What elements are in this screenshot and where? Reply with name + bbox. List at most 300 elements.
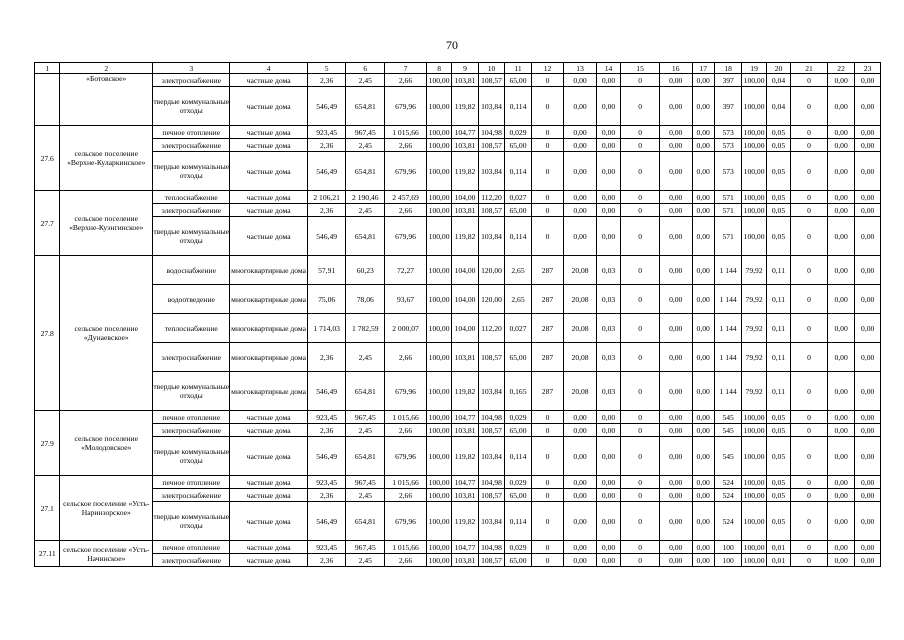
table-cell: 0 — [531, 437, 564, 476]
column-number: 17 — [692, 63, 714, 74]
table-row — [35, 411, 881, 424]
table-cell: 0,114 — [505, 217, 531, 256]
table-cell: 0,00 — [659, 74, 692, 87]
table-cell: 0,00 — [827, 424, 854, 437]
table-cell: 1 782,59 — [346, 314, 385, 343]
housing-type: частные дома — [230, 437, 307, 476]
table-cell: 546,49 — [307, 152, 346, 191]
table-cell: 0 — [531, 204, 564, 217]
table-cell: 0,00 — [827, 343, 854, 372]
table-cell: 100,00 — [743, 140, 765, 150]
table-cell: 100,00 — [743, 192, 765, 202]
table-cell: 20,08 — [564, 256, 597, 285]
table-cell: 0 — [621, 256, 660, 285]
table-cell: 0,00 — [596, 217, 620, 256]
table-cell: 0,00 — [564, 191, 597, 204]
table-cell: 79,92 — [742, 343, 766, 372]
table-cell: 0 — [621, 74, 660, 87]
column-number: 10 — [478, 63, 504, 74]
table-row — [35, 424, 881, 437]
table-cell: 0,165 — [505, 372, 531, 411]
settlement-name: сельское поселение «Усть-Начинское» — [60, 541, 153, 567]
table-cell: 0 — [791, 314, 828, 343]
table-cell: 0,00 — [596, 74, 620, 87]
table-cell: 0 — [621, 139, 660, 152]
table-cell: 0,00 — [855, 489, 881, 502]
table-cell: 0 — [621, 372, 660, 411]
settlement-number: 27.7 — [35, 191, 60, 256]
table-cell: 75,06 — [307, 285, 346, 314]
table-cell: 93,67 — [385, 285, 427, 314]
table-cell: 2,36 — [307, 139, 346, 152]
settlement-number: 27.9 — [35, 411, 60, 476]
table-cell: 0,00 — [659, 411, 692, 424]
housing-type: частные дома — [230, 217, 307, 256]
table-cell: 0,00 — [659, 541, 692, 554]
table-cell: 2,66 — [385, 343, 427, 372]
table-cell: 654,81 — [346, 437, 385, 476]
table-cell: 287 — [531, 285, 564, 314]
table-cell: 104,77 — [452, 541, 478, 554]
table-cell: 119,82 — [452, 372, 478, 411]
table-cell: 0,05 — [766, 476, 790, 489]
table-cell: 0 — [621, 424, 660, 437]
table-cell: 108,57 — [478, 74, 504, 87]
table-cell: 0 — [621, 411, 660, 424]
service-type: печное отопление — [153, 476, 230, 489]
table-cell: 79,92 — [742, 372, 766, 411]
table-cell: 2,66 — [385, 489, 427, 502]
table-cell: 0,00 — [692, 285, 714, 314]
table-cell: 0,05 — [766, 489, 790, 502]
table-cell: 0 — [531, 191, 564, 204]
table-cell: 0,03 — [596, 256, 620, 285]
table-cell: 0,03 — [596, 314, 620, 343]
table-cell: 0,05 — [766, 502, 790, 541]
table-cell: 100,00 — [426, 343, 451, 372]
table-cell: 0 — [791, 204, 828, 217]
table-cell: 108,57 — [478, 489, 504, 502]
table-row — [35, 87, 881, 126]
table-cell: 2,45 — [346, 489, 385, 502]
table-cell: 0,00 — [692, 204, 714, 217]
table-cell: 0,00 — [596, 489, 620, 502]
column-number: 4 — [230, 63, 307, 74]
column-number: 20 — [766, 63, 790, 74]
table-cell: 1 144 — [714, 372, 741, 411]
table-cell: 2,36 — [307, 489, 346, 502]
table-cell: 923,45 — [307, 126, 346, 139]
table-cell: 0,00 — [692, 126, 714, 139]
table-cell: 546,49 — [307, 502, 346, 541]
table-cell: 0,029 — [505, 411, 531, 424]
table-cell: 2,66 — [385, 554, 427, 567]
table-cell: 0,00 — [692, 424, 714, 437]
table-cell: 0,11 — [766, 314, 790, 343]
table-cell: 108,57 — [478, 424, 504, 437]
table-cell: 0 — [791, 489, 828, 502]
table-cell: 79,92 — [742, 314, 766, 343]
service-type: печное отопление — [153, 126, 230, 139]
table-cell: 0,11 — [766, 372, 790, 411]
table-cell: 2 190,46 — [346, 191, 385, 204]
table-cell: 103,81 — [452, 74, 478, 87]
column-number: 7 — [385, 63, 427, 74]
table-cell: 0 — [621, 554, 660, 567]
table-cell: 0 — [531, 87, 564, 126]
table-cell: 0,00 — [659, 489, 692, 502]
table-cell: 0,00 — [659, 372, 692, 411]
table-cell: 2,45 — [346, 554, 385, 567]
table-cell: 108,57 — [478, 204, 504, 217]
table-cell: 103,84 — [478, 87, 504, 126]
table-cell: 545 — [714, 411, 741, 424]
tariff-table — [34, 62, 881, 567]
table-cell: 287 — [531, 343, 564, 372]
table-cell: 119,82 — [452, 502, 478, 541]
table-cell: 100,00 — [426, 314, 451, 343]
service-type: твердые коммунальные отходы — [153, 437, 230, 476]
table-cell: 2,36 — [307, 74, 346, 87]
table-row — [35, 372, 881, 411]
table-cell: 0 — [791, 343, 828, 372]
table-cell: 546,49 — [307, 87, 346, 126]
table-cell: 103,84 — [478, 372, 504, 411]
service-type: печное отопление — [153, 411, 230, 424]
service-type: электроснабжение — [153, 204, 230, 217]
table-cell: 0,00 — [855, 502, 881, 541]
table-cell: 0,114 — [505, 87, 531, 126]
table-cell: 0,00 — [564, 411, 597, 424]
table-cell: 0,00 — [855, 554, 881, 567]
table-cell: 100,00 — [426, 437, 451, 476]
table-cell: 2,45 — [346, 139, 385, 152]
table-cell: 0 — [531, 476, 564, 489]
table-cell: 0,00 — [692, 152, 714, 191]
table-cell: 0,029 — [505, 476, 531, 489]
table-cell: 1 015,66 — [385, 126, 427, 139]
table-cell: 0 — [621, 437, 660, 476]
table-cell: 0,00 — [564, 554, 597, 567]
table-cell: 103,81 — [452, 489, 478, 502]
table-cell: 119,82 — [452, 217, 478, 256]
table-cell: 0,05 — [766, 152, 790, 191]
table-cell: 0,00 — [855, 424, 881, 437]
table-cell: 100,00 — [742, 502, 766, 541]
table-cell: 0,00 — [596, 411, 620, 424]
table-cell: 0,00 — [827, 411, 854, 424]
table-cell: 0 — [621, 489, 660, 502]
column-number-row — [35, 63, 881, 74]
table-cell: 0 — [531, 139, 564, 152]
table-cell: 78,06 — [346, 285, 385, 314]
table-cell: 0,05 — [766, 139, 790, 152]
table-cell: 0 — [791, 476, 828, 489]
table-row — [35, 489, 881, 502]
table-row — [35, 476, 881, 489]
table-cell: 60,23 — [346, 256, 385, 285]
column-number: 11 — [505, 63, 531, 74]
column-number: 14 — [596, 63, 620, 74]
table-cell: 2,65 — [505, 256, 531, 285]
table-cell: 571 — [714, 204, 741, 217]
service-type: электроснабжение — [153, 343, 230, 372]
table-cell: 0 — [531, 217, 564, 256]
table-cell: 0 — [531, 126, 564, 139]
table-cell: 0,027 — [505, 314, 531, 343]
table-cell: 0,00 — [855, 87, 881, 126]
table-cell: 0,00 — [827, 74, 854, 87]
table-row — [35, 437, 881, 476]
table-cell: 112,20 — [478, 314, 504, 343]
table-cell: 0 — [531, 541, 564, 554]
table-cell: 2,45 — [346, 424, 385, 437]
table-cell: 104,98 — [478, 476, 504, 489]
table-cell: 0 — [621, 152, 660, 191]
table-row — [35, 217, 881, 256]
table-cell: 0 — [621, 191, 660, 204]
housing-type: частные дома — [230, 204, 307, 217]
table-cell: 1 015,66 — [385, 476, 427, 489]
table-cell: 100,00 — [743, 127, 765, 137]
table-cell: 100,00 — [426, 489, 451, 502]
table-cell: 0,00 — [596, 554, 620, 567]
table-row — [35, 191, 881, 204]
table-cell: 100,00 — [743, 477, 765, 487]
table-cell: 0,00 — [855, 372, 881, 411]
table-cell: 967,45 — [346, 411, 385, 424]
table-cell: 0 — [531, 489, 564, 502]
table-cell: 72,27 — [385, 256, 427, 285]
table-cell: 2,45 — [346, 204, 385, 217]
table-cell: 0,00 — [692, 256, 714, 285]
table-cell: 2,45 — [346, 74, 385, 87]
housing-type: частные дома — [230, 502, 307, 541]
table-cell: 0,00 — [659, 424, 692, 437]
table-cell: 100 — [714, 554, 741, 567]
table-cell: 100,00 — [742, 437, 766, 476]
table-cell: 0,029 — [505, 126, 531, 139]
table-cell: 0 — [791, 411, 828, 424]
service-type: электроснабжение — [153, 139, 230, 152]
table-cell: 119,82 — [452, 152, 478, 191]
table-cell: 57,91 — [307, 256, 346, 285]
table-cell: 0 — [791, 87, 828, 126]
table-row — [35, 204, 881, 217]
table-cell: 654,81 — [346, 152, 385, 191]
table-cell: 100,00 — [426, 502, 451, 541]
table-cell: 103,81 — [452, 424, 478, 437]
table-cell: 100 — [714, 541, 741, 554]
column-number: 8 — [426, 63, 451, 74]
table-cell: 0,00 — [855, 256, 881, 285]
table-cell: 103,81 — [452, 554, 478, 567]
table-cell: 100,00 — [743, 412, 765, 422]
table-cell: 1 144 — [714, 256, 741, 285]
table-cell: 0,00 — [855, 152, 881, 191]
table-cell: 654,81 — [346, 502, 385, 541]
table-row — [35, 74, 881, 87]
table-cell: 0,00 — [692, 314, 714, 343]
table-cell: 100,00 — [426, 256, 451, 285]
table-cell: 0 — [531, 411, 564, 424]
column-number: 3 — [153, 63, 230, 74]
table-row — [35, 139, 881, 152]
table-cell: 0,01 — [766, 541, 790, 554]
table-cell: 0 — [791, 285, 828, 314]
table-cell: 0,00 — [855, 314, 881, 343]
table-cell: 0,00 — [659, 152, 692, 191]
housing-type: частные дома — [230, 87, 307, 126]
table-cell: 0 — [791, 217, 828, 256]
table-cell: 100,00 — [426, 541, 451, 554]
table-cell: 103,84 — [478, 502, 504, 541]
table-cell: 0,00 — [564, 126, 597, 139]
table-cell: 2,66 — [385, 139, 427, 152]
service-type: водоснабжение — [153, 256, 230, 285]
table-cell: 0,00 — [692, 372, 714, 411]
table-cell: 65,00 — [505, 489, 531, 502]
table-cell: 0 — [791, 126, 828, 139]
table-row — [35, 541, 881, 554]
table-cell: 2,65 — [505, 285, 531, 314]
column-number: 22 — [827, 63, 854, 74]
table-cell: 0,00 — [596, 152, 620, 191]
table-cell: 0,00 — [564, 204, 597, 217]
service-type: электроснабжение — [153, 489, 230, 502]
table-cell: 923,45 — [307, 541, 346, 554]
column-number: 16 — [659, 63, 692, 74]
table-cell: 967,45 — [346, 126, 385, 139]
table-cell: 0,00 — [564, 74, 597, 87]
table-cell: 571 — [714, 217, 741, 256]
table-cell: 0,00 — [827, 87, 854, 126]
table-cell: 0,00 — [596, 476, 620, 489]
table-cell: 104,77 — [452, 476, 478, 489]
table-cell: 0,00 — [659, 343, 692, 372]
table-cell: 0 — [791, 541, 828, 554]
housing-type: частные дома — [230, 541, 307, 554]
table-cell: 679,96 — [385, 87, 427, 126]
table-cell: 0,03 — [596, 372, 620, 411]
table-cell: 0,00 — [659, 437, 692, 476]
housing-type: частные дома — [230, 139, 307, 152]
table-cell: 0,00 — [692, 554, 714, 567]
table-cell: 79,92 — [742, 256, 766, 285]
column-number: 15 — [621, 63, 660, 74]
table-cell: 0,04 — [766, 87, 790, 126]
table-row — [35, 256, 881, 285]
table-cell: 0,00 — [596, 126, 620, 139]
housing-type: многоквартирные дома — [230, 343, 307, 372]
table-cell: 103,81 — [452, 204, 478, 217]
table-cell: 119,82 — [452, 87, 478, 126]
table-cell: 0,00 — [659, 502, 692, 541]
table-cell: 0,00 — [659, 256, 692, 285]
table-row — [35, 126, 881, 139]
table-cell: 65,00 — [505, 343, 531, 372]
table-cell: 104,00 — [452, 285, 478, 314]
table-cell: 0,00 — [596, 191, 620, 204]
table-cell: 0,00 — [827, 437, 854, 476]
table-cell: 679,96 — [385, 437, 427, 476]
table-cell: 2,36 — [307, 554, 346, 567]
table-cell: 0,00 — [827, 191, 854, 204]
table-cell: 1 015,66 — [385, 411, 427, 424]
table-cell: 546,49 — [307, 372, 346, 411]
table-cell: 104,77 — [452, 411, 478, 424]
table-cell: 0,00 — [564, 217, 597, 256]
service-type: твердые коммунальные отходы — [153, 152, 230, 191]
table-cell: 0 — [621, 343, 660, 372]
housing-type: многоквартирные дома — [230, 285, 307, 314]
table-cell: 654,81 — [346, 87, 385, 126]
table-cell: 65,00 — [505, 74, 531, 87]
service-type: электроснабжение — [153, 554, 230, 567]
table-cell: 679,96 — [385, 217, 427, 256]
housing-type: многоквартирные дома — [230, 256, 307, 285]
table-cell: 0,00 — [564, 476, 597, 489]
table-cell: 679,96 — [385, 502, 427, 541]
table-cell: 0,114 — [505, 437, 531, 476]
settlement-number — [35, 74, 60, 126]
table-cell: 2,66 — [385, 424, 427, 437]
table-cell: 545 — [714, 424, 741, 437]
table-cell: 0 — [621, 541, 660, 554]
table-cell: 679,96 — [385, 152, 427, 191]
settlement-number: 27.6 — [35, 126, 60, 191]
table-cell: 0,11 — [766, 285, 790, 314]
table-row — [35, 152, 881, 191]
table-cell: 0,00 — [692, 502, 714, 541]
table-cell: 0,00 — [596, 424, 620, 437]
column-number: 13 — [564, 63, 597, 74]
table-cell: 0 — [531, 424, 564, 437]
table-cell: 0,00 — [855, 343, 881, 372]
table-cell: 0,00 — [659, 285, 692, 314]
table-cell: 100,00 — [743, 425, 765, 435]
table-cell: 0,00 — [692, 74, 714, 87]
table-cell: 0,00 — [855, 217, 881, 256]
table-cell: 2 457,69 — [385, 191, 427, 204]
table-cell: 0,00 — [692, 87, 714, 126]
table-cell: 546,49 — [307, 437, 346, 476]
table-cell: 2,66 — [385, 204, 427, 217]
service-type: теплоснабжение — [153, 314, 230, 343]
table-cell: 0,00 — [564, 541, 597, 554]
table-cell: 104,98 — [478, 411, 504, 424]
settlement-number: 27.1 — [35, 476, 60, 541]
table-cell: 100,00 — [743, 75, 765, 85]
table-cell: 0,05 — [766, 217, 790, 256]
column-number: 9 — [452, 63, 478, 74]
table-cell: 0,00 — [692, 476, 714, 489]
table-cell: 100,00 — [426, 74, 451, 87]
table-cell: 20,08 — [564, 372, 597, 411]
service-type: твердые коммунальные отходы — [153, 87, 230, 126]
table-cell: 100,00 — [426, 126, 451, 139]
table-cell: 0,00 — [855, 139, 881, 152]
table-cell: 923,45 — [307, 411, 346, 424]
table-cell: 2 000,07 — [385, 314, 427, 343]
table-cell: 524 — [714, 502, 741, 541]
table-cell: 545 — [714, 437, 741, 476]
service-type: твердые коммунальные отходы — [153, 372, 230, 411]
column-number: 18 — [714, 63, 741, 74]
table-cell: 104,98 — [478, 541, 504, 554]
table-cell: 65,00 — [505, 424, 531, 437]
table-cell: 287 — [531, 256, 564, 285]
